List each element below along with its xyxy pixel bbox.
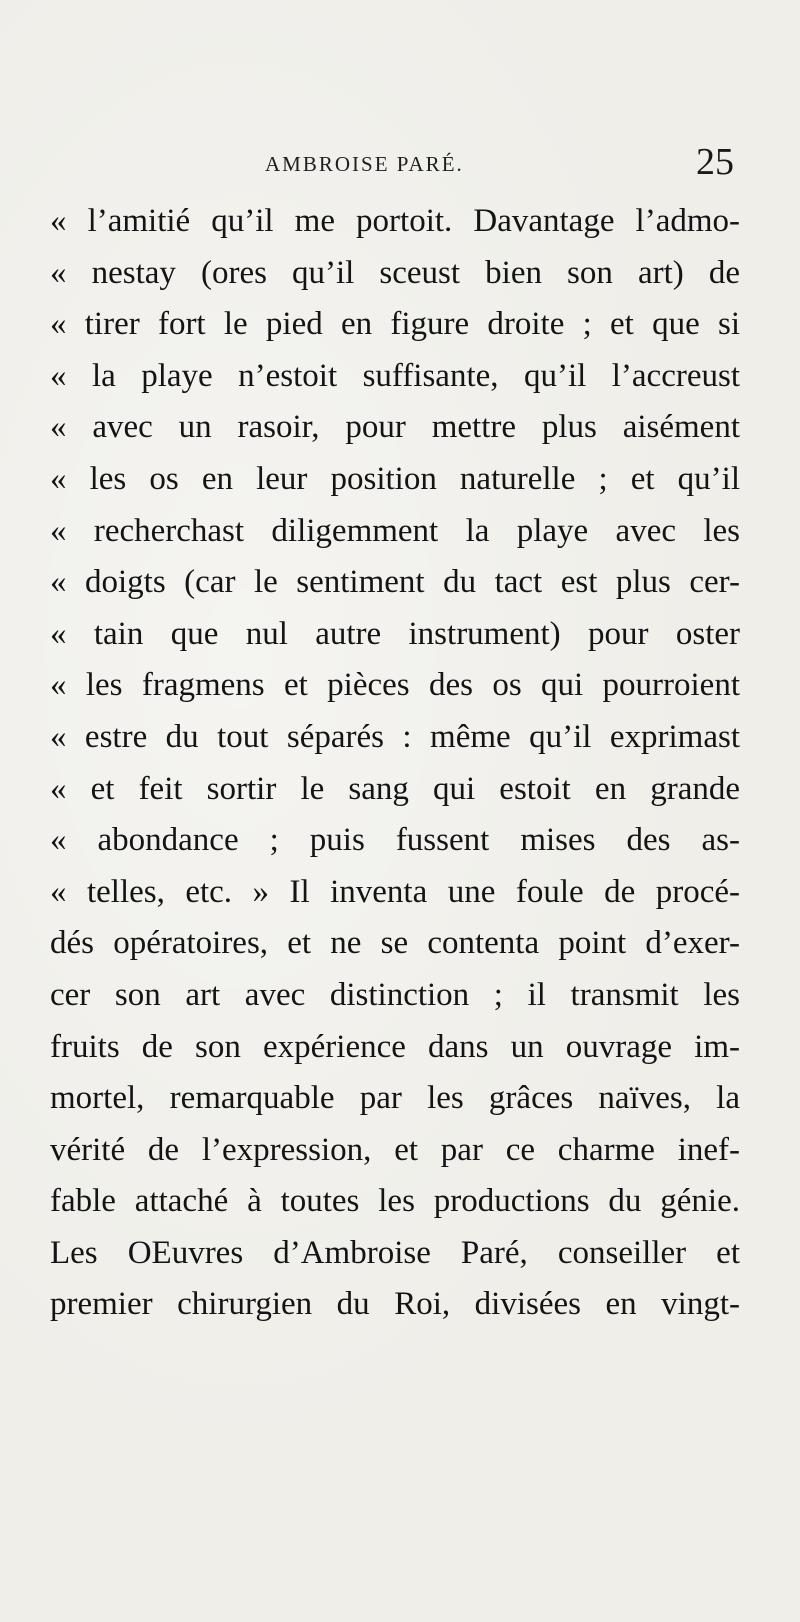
text-line: « doigts (car le sentiment du tact est plus cer- [50, 564, 740, 601]
running-title: AMBROISE PARÉ. [265, 152, 464, 176]
text-line: « les fragmens et pièces des os qui pourroient [50, 667, 740, 704]
text-line: « l’amitié qu’il me portoit. Davantage l’admo- [50, 203, 740, 239]
text-line: « recherchast diligemment la playe avec les [50, 512, 740, 549]
page-header [60, 140, 740, 190]
text-line: Les OEuvres d’Ambroise Paré, conseiller et [50, 1234, 740, 1271]
text-line: premier chirurgien du Roi, divisées en vingt- [50, 1286, 740, 1323]
text-line: « avec un rasoir, pour mettre plus aisément [50, 409, 740, 446]
text-line: vérité de l’expression, et par ce charme inef- [50, 1131, 740, 1168]
text-line: « tain que nul autre instrument) pour oster [50, 615, 740, 652]
text-line: « abondance ; puis fussent mises des as- [50, 822, 740, 859]
text-line: « la playe n’estoit suffisante, qu’il l’accreust [50, 357, 740, 394]
text-line: fable attaché à toutes les productions du génie. [50, 1183, 740, 1220]
text-line: cer son art avec distinction ; il transmit les [50, 976, 740, 1013]
body-text [50, 196, 740, 1331]
text-line: « tirer fort le pied en figure droite ; et que si [50, 306, 740, 343]
text-line: « et feit sortir le sang qui estoit en grande [50, 770, 740, 807]
text-line: « telles, etc. » Il inventa une foule de procé- [50, 873, 740, 910]
text-line: « nestay (ores qu’il sceust bien son art) de [50, 254, 740, 291]
text-line: dés opératoires, et ne se contenta point d’exer- [50, 925, 740, 962]
page-number: 25 [696, 141, 734, 183]
text-line: « les os en leur position naturelle ; et qu’il [50, 460, 740, 497]
text-line: « estre du tout séparés : même qu’il exprimast [50, 718, 740, 755]
text-line: mortel, remarquable par les grâces naïves, la [50, 1080, 740, 1117]
text-line: fruits de son expérience dans un ouvrage im- [50, 1028, 740, 1065]
